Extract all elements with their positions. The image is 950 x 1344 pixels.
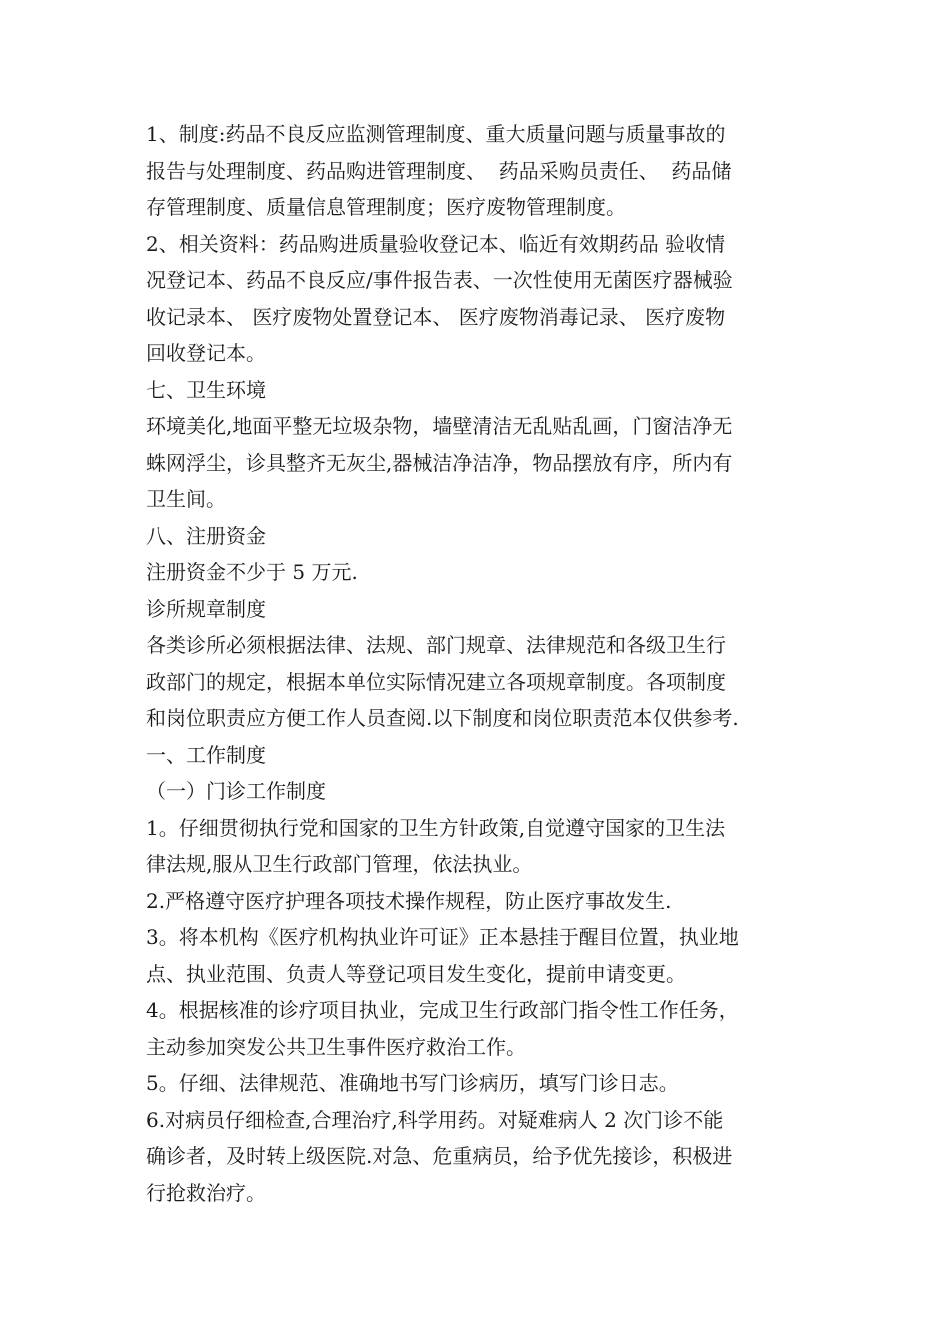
text-line: 注册资金不少于 5 万元.: [146, 560, 358, 584]
text-line: 确诊者，及时转上级医院.对急、危重病员，给予优先接诊，积极进: [146, 1144, 733, 1168]
document-body: [146, 116, 814, 1211]
text-line: 律法规,服从卫生行政部门管理，依法执业。: [146, 852, 533, 876]
text-line: 各类诊所必须根据法律、法规、部门规章、法律规范和各级卫生行: [146, 633, 726, 657]
section-heading: 八、注册资金: [146, 523, 266, 548]
text-line: 4。根据核准的诊疗项目执业，完成卫生行政部门指令性工作任务，: [146, 998, 739, 1022]
text-line: 2、相关资料：药品购进质量验收登记本、临近有效期药品 验收情: [146, 231, 726, 256]
text-line: 行抢救治疗。: [146, 1180, 266, 1205]
text-line: 和岗位职责应方便工作人员查阅.以下制度和岗位职责范本仅供参考.: [146, 706, 739, 730]
section-heading: 七、卫生环境: [146, 377, 266, 402]
text-line: 存管理制度、质量信息管理制度；医疗废物管理制度。: [146, 195, 626, 219]
text-line: 卫生间。: [146, 487, 226, 511]
text-line: 1、制度:药品不良反应监测管理制度、重大质量问题与质量事故的: [146, 122, 726, 146]
text-line: 政部门的规定，根据本单位实际情况建立各项规章制度。各项制度: [146, 669, 726, 694]
text-line: 6.对病员仔细检查,合理治疗,科学用药。对疑难病人 2 次门诊不能: [146, 1107, 724, 1132]
text-line: 5。仔细、法律规范、准确地书写门诊病历，填写门诊日志。: [146, 1071, 679, 1095]
text-line: 1。仔细贯彻执行党和国家的卫生方针政策,自觉遵守国家的卫生法: [146, 815, 726, 840]
text-line: 收记录本、 医疗废物处置登记本、 医疗废物消毒记录、 医疗废物: [146, 304, 726, 329]
text-line: 回收登记本。: [146, 341, 266, 365]
subsection-heading: （一）门诊工作制度: [146, 779, 326, 803]
text-line: 环境美化,地面平整无垃圾杂物，墙壁清洁无乱贴乱画，门窗洁净无: [146, 414, 733, 438]
section-heading: 诊所规章制度: [146, 596, 266, 621]
text-line: 2.严格遵守医疗护理各项技术操作规程，防止医疗事故发生.: [146, 888, 672, 913]
text-line: 报告与处理制度、药品购进管理制度、 药品采购员责任、 药品储: [146, 158, 732, 183]
text-line: 3。将本机构《医疗机构执业许可证》正本悬挂于醒目位置，执业地: [146, 925, 739, 949]
text-line: 况登记本、药品不良反应/事件报告表、一次性使用无菌医疗器械验: [146, 268, 733, 292]
section-heading: 一、工作制度: [146, 742, 266, 767]
text-line: 点、执业范围、负责人等登记项目发生变化，提前申请变更。: [146, 961, 686, 986]
text-line: 蛛网浮尘，诊具整齐无灰尘,器械洁净洁净，物品摆放有序，所内有: [146, 450, 733, 475]
text-line: 主动参加突发公共卫生事件医疗救治工作。: [146, 1034, 526, 1059]
